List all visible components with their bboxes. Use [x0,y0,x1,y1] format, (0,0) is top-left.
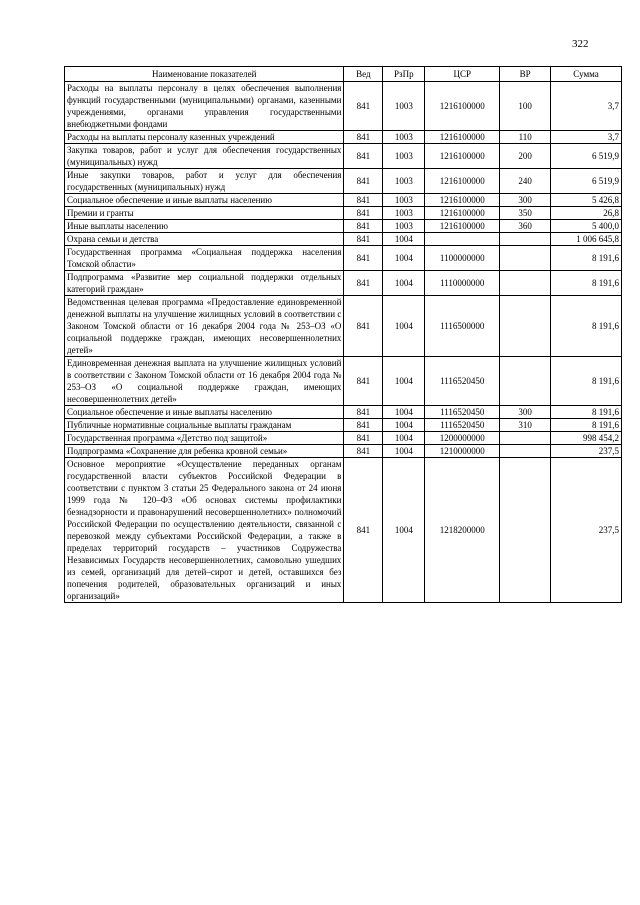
table-row [65,432,622,445]
table-row [65,131,622,144]
cell-vr: 300 [500,194,551,207]
cell-name: Основное мероприятие «Осуществление переданных органам государственной власти субъектов Российской Федерации в соответствии с пунктом 3 статьи 25 Федерального закона от 24 июня 1999 года № 120–ФЗ «Об основах системы профилактики безнадзорности и правонарушений несовершеннолетних» полномочий Российской Федерации по осуществлению деятельности, связанной с перевозкой между субъектами Российской Федерации, а также в пределах территорий государств – участников Содружества Независимых Государств несовершеннолетних, самовольно ушедших из семей, организаций для детей–сирот и детей, оставшихся без попечения родителей, образовательных организаций и иных организаций» [65,458,344,603]
cell-ved: 841 [344,406,383,419]
cell-name: Социальное обеспечение и иные выплаты населению [65,406,344,419]
header-rzpr: РзПр [383,67,425,82]
cell-name: Иные выплаты населению [65,220,344,233]
cell-csr: 1216100000 [425,194,500,207]
cell-ved: 841 [344,296,383,357]
table-row [65,419,622,432]
cell-vr [500,458,551,603]
cell-rzpr: 1004 [383,458,425,603]
cell-vr [500,246,551,271]
table-row [65,144,622,169]
cell-name: Публичные нормативные социальные выплаты гражданам [65,419,344,432]
cell-ved: 841 [344,445,383,458]
table-row [65,458,622,603]
cell-sum: 26,8 [551,207,622,220]
table-row [65,233,622,246]
cell-name: Подпрограмма «Развитие мер социальной поддержки отдельных категорий граждан» [65,271,344,296]
header-csr: ЦСР [425,67,500,82]
cell-sum: 8 191,6 [551,419,622,432]
cell-csr: 1216100000 [425,144,500,169]
cell-vr [500,432,551,445]
cell-vr: 300 [500,406,551,419]
cell-rzpr: 1004 [383,357,425,406]
header-vr: ВР [500,67,551,82]
cell-vr: 350 [500,207,551,220]
cell-name: Расходы на выплаты персоналу казенных учреждений [65,131,344,144]
table-row [65,406,622,419]
cell-sum: 3,7 [551,131,622,144]
cell-rzpr: 1003 [383,82,425,131]
cell-csr: 1100000000 [425,246,500,271]
cell-name: Подпрограмма «Сохранение для ребенка кровной семьи» [65,445,344,458]
cell-vr: 310 [500,419,551,432]
table-row [65,246,622,271]
cell-ved: 841 [344,233,383,246]
cell-sum: 1 006 645,8 [551,233,622,246]
cell-csr: 1216100000 [425,169,500,194]
cell-vr: 240 [500,169,551,194]
cell-csr: 1116500000 [425,296,500,357]
cell-vr [500,233,551,246]
cell-name: Премии и гранты [65,207,344,220]
cell-ved: 841 [344,458,383,603]
table-header-row [65,67,622,82]
cell-vr [500,357,551,406]
cell-csr: 1110000000 [425,271,500,296]
cell-rzpr: 1003 [383,131,425,144]
cell-rzpr: 1004 [383,445,425,458]
cell-vr: 110 [500,131,551,144]
cell-ved: 841 [344,220,383,233]
budget-table [64,66,622,603]
cell-vr: 100 [500,82,551,131]
cell-sum: 8 191,6 [551,271,622,296]
cell-name: Охрана семьи и детства [65,233,344,246]
cell-sum: 237,5 [551,445,622,458]
cell-csr: 1218200000 [425,458,500,603]
cell-vr: 360 [500,220,551,233]
cell-rzpr: 1004 [383,246,425,271]
cell-ved: 841 [344,144,383,169]
cell-rzpr: 1003 [383,194,425,207]
table-row [65,207,622,220]
cell-rzpr: 1003 [383,169,425,194]
table-row [65,271,622,296]
cell-csr: 1210000000 [425,445,500,458]
cell-name: Иные закупки товаров, работ и услуг для обеспечения государственных (муниципальных) нужд [65,169,344,194]
cell-rzpr: 1004 [383,233,425,246]
table-row [65,82,622,131]
cell-csr: 1216100000 [425,220,500,233]
cell-sum: 8 191,6 [551,406,622,419]
cell-rzpr: 1004 [383,296,425,357]
header-sum: Сумма [551,67,622,82]
cell-csr: 1116520450 [425,406,500,419]
cell-name: Государственная программа «Детство под защитой» [65,432,344,445]
cell-ved: 841 [344,419,383,432]
header-ved: Вед [344,67,383,82]
cell-ved: 841 [344,169,383,194]
cell-vr [500,296,551,357]
table-row [65,169,622,194]
cell-name: Единовременная денежная выплата на улучшение жилищных условий в соответствии с Законом Томской области от 16 декабря 2004 года № 253–ОЗ «О социальной поддержке граждан, имеющих несовершеннолетних детей» [65,357,344,406]
cell-name: Закупка товаров, работ и услуг для обеспечения государственных (муниципальных) нужд [65,144,344,169]
cell-csr: 1216100000 [425,207,500,220]
table-row [65,357,622,406]
cell-sum: 8 191,6 [551,246,622,271]
cell-sum: 5 426,8 [551,194,622,207]
cell-sum: 5 400,0 [551,220,622,233]
cell-rzpr: 1004 [383,432,425,445]
cell-sum: 3,7 [551,82,622,131]
table-row [65,194,622,207]
cell-rzpr: 1003 [383,220,425,233]
cell-ved: 841 [344,271,383,296]
table-body [65,82,622,603]
cell-rzpr: 1003 [383,144,425,169]
cell-csr: 1116520450 [425,419,500,432]
cell-vr: 200 [500,144,551,169]
cell-ved: 841 [344,194,383,207]
cell-ved: 841 [344,246,383,271]
cell-csr: 1216100000 [425,82,500,131]
cell-ved: 841 [344,432,383,445]
cell-name: Государственная программа «Социальная поддержка населения Томской области» [65,246,344,271]
cell-ved: 841 [344,357,383,406]
cell-csr: 1116520450 [425,357,500,406]
cell-ved: 841 [344,82,383,131]
cell-vr [500,445,551,458]
table-row [65,296,622,357]
cell-vr [500,271,551,296]
cell-csr [425,233,500,246]
cell-name: Расходы на выплаты персоналу в целях обеспечения выполнения функций государственными (муниципальными) органами, казенными учреждениями, органами управления государственными внебюджетными фондами [65,82,344,131]
cell-ved: 841 [344,207,383,220]
cell-rzpr: 1004 [383,406,425,419]
cell-sum: 998 454,2 [551,432,622,445]
cell-name: Ведомственная целевая программа «Предоставление единовременной денежной выплаты на улучшение жилищных условий в соответствии с Законом Томской области от 16 декабря 2004 года № 253–ОЗ «О социальной поддержке граждан, имеющих несовершеннолетних детей» [65,296,344,357]
header-name: Наименование показателей [65,67,344,82]
table-row [65,445,622,458]
cell-rzpr: 1004 [383,271,425,296]
cell-sum: 237,5 [551,458,622,603]
cell-sum: 8 191,6 [551,357,622,406]
cell-csr: 1200000000 [425,432,500,445]
cell-csr: 1216100000 [425,131,500,144]
cell-rzpr: 1004 [383,419,425,432]
cell-ved: 841 [344,131,383,144]
table-row [65,220,622,233]
cell-sum: 6 519,9 [551,169,622,194]
cell-sum: 8 191,6 [551,296,622,357]
cell-sum: 6 519,9 [551,144,622,169]
cell-rzpr: 1003 [383,207,425,220]
cell-name: Социальное обеспечение и иные выплаты населению [65,194,344,207]
page-number: 322 [572,38,589,50]
